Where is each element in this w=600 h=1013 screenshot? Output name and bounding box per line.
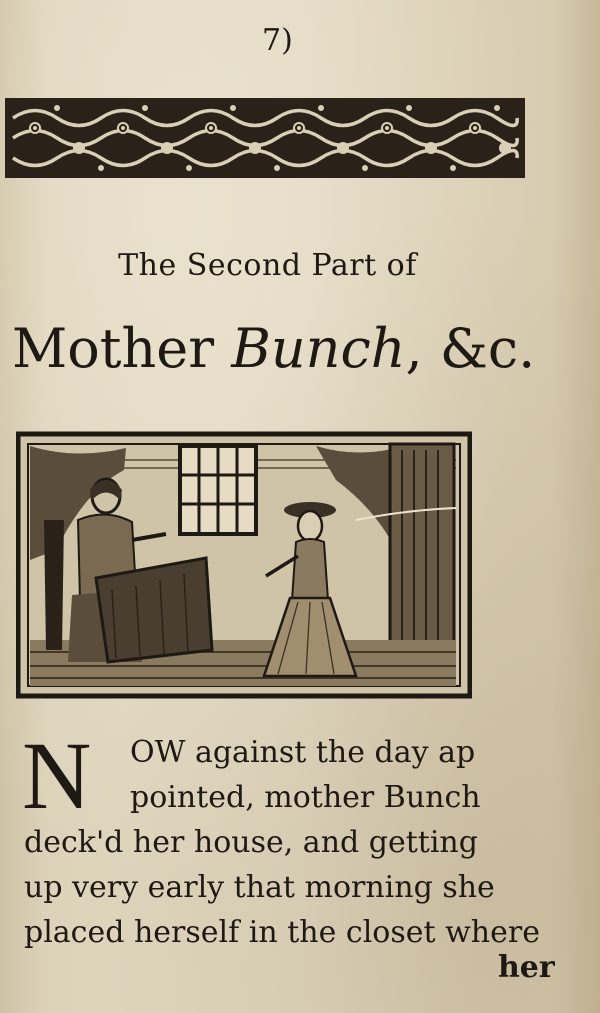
- text-line: deck'd her house, and getting: [24, 825, 478, 860]
- ornamental-headpiece: [5, 88, 525, 180]
- page-number: 7): [262, 23, 293, 58]
- catchword: her: [498, 950, 555, 985]
- text-line: placed herself in the closet where: [24, 915, 540, 950]
- subtitle: The Second Part of: [118, 248, 417, 283]
- title-tail: , &c.: [405, 317, 536, 380]
- title-italic: Bunch: [231, 317, 406, 380]
- text-line: up very early that morning she: [24, 870, 495, 905]
- text-line: OW against the day ap: [130, 735, 476, 770]
- drop-cap: N: [22, 722, 92, 829]
- woodcut-illustration: [16, 430, 472, 700]
- page-title: [12, 318, 535, 380]
- show-through-text: [20, 40, 580, 84]
- text-line: pointed, mother Bunch: [130, 780, 481, 815]
- title-upright: Mother: [12, 317, 232, 380]
